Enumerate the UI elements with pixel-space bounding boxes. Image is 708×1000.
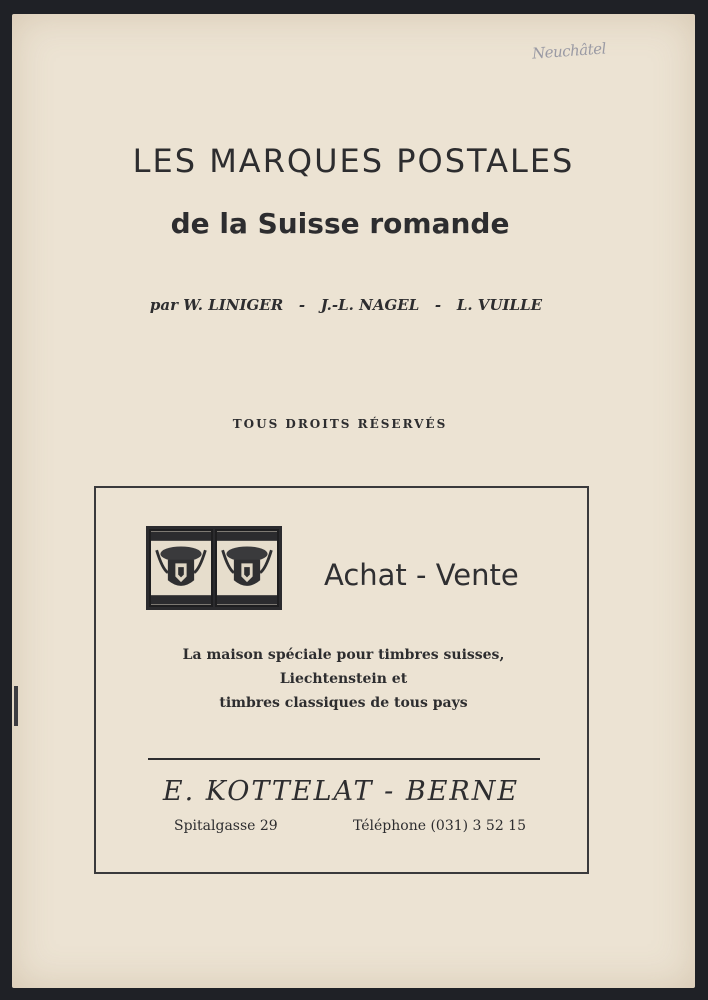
stamp-image — [215, 529, 279, 607]
advertisement-box — [94, 486, 589, 874]
rights-notice: TOUS DROITS RÉSERVÉS — [232, 417, 448, 431]
page-title: LES MARQUES POSTALES — [132, 142, 575, 180]
authors-line: par W. LINIGER - J.-L. NAGEL - L. VUILLE — [149, 296, 543, 314]
coat-of-arms-icon — [217, 531, 277, 605]
stamp-pair-image — [146, 526, 282, 610]
booklet-cover — [12, 14, 695, 988]
merchant-address: Spitalgasse 29 — [174, 818, 278, 834]
merchant-name: E. KOTTELAT - BERNE — [162, 776, 520, 807]
slogan-line: Liechtenstein et — [279, 671, 408, 687]
ad-slogan — [96, 643, 591, 715]
page-subtitle: de la Suisse romande — [170, 207, 510, 240]
slogan-line: La maison spéciale pour timbres suisses, — [182, 647, 505, 663]
staple — [14, 714, 18, 726]
slogan-line: timbres classiques de tous pays — [219, 695, 468, 711]
coat-of-arms-icon — [151, 531, 211, 605]
divider — [148, 758, 540, 760]
handwritten-note: Neuchâtel — [531, 39, 607, 63]
ad-headline: Achat - Vente — [324, 558, 519, 592]
stamp-image — [149, 529, 213, 607]
merchant-phone: Téléphone (031) 3 52 15 — [353, 818, 526, 834]
